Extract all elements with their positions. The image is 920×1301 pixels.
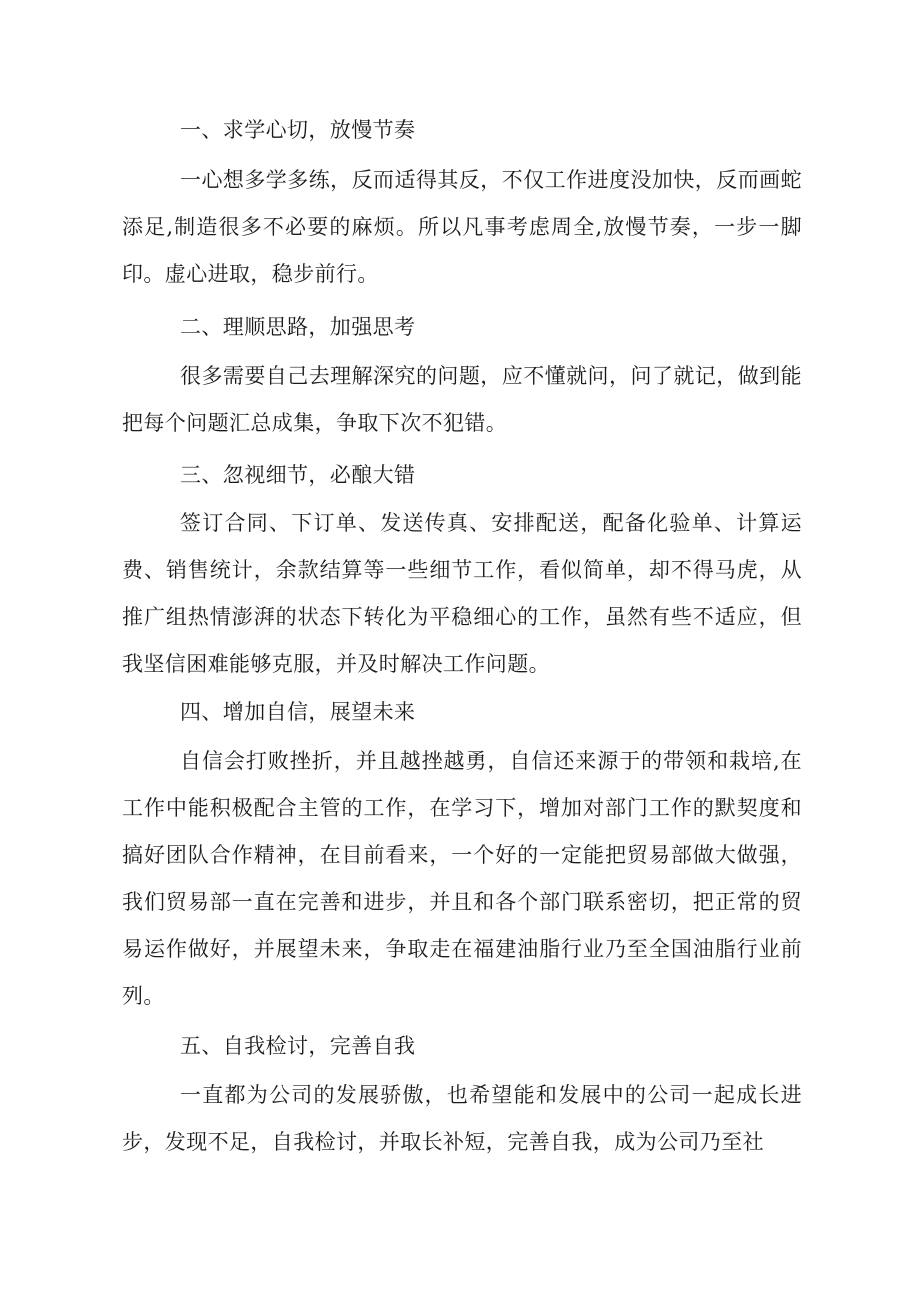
section-paragraph-3: 签订合同、下订单、发送传真、安排配送，配备化验单、计算运费、销售统计，余款结算等一些细节工作，看似简单，却不得马虎，从推广组热情澎湃的状态下转化为平稳细心的工作，虽然有些不适应，但我坚信困难能够克服，并及时解决工作问题。	[122, 511, 802, 676]
section-heading-4: 四、增加自信，展望未来	[180, 700, 416, 724]
section-paragraph-4: 自信会打败挫折，并且越挫越勇，自信还来源于的带领和栽培,在工作中能积极配合主管的工作，在学习下，增加对部门工作的默契度和搞好团队合作精神，在目前看来，一个好的一定能把贸易部做大做强，我们贸易部一直在完善和进步，并且和各个部门联系密切，把正常的贸易运作做好，并展望未来，争取走在福建油脂行业乃至全国油脂行业前列。	[122, 749, 802, 1008]
section-heading-5: 五、自我检讨，完善自我	[180, 1034, 416, 1058]
section-paragraph-5: 一直都为公司的发展骄傲，也希望能和发展中的公司一起成长进步，发现不足，自我检讨，并取长补短，完善自我，成为公司乃至社	[122, 1083, 802, 1154]
section-paragraph-2: 很多需要自己去理解深究的问题，应不懂就问，问了就记，做到能把每个问题汇总成集，争取下次不犯错。	[122, 364, 802, 435]
section-heading-2: 二、理顺思路，加强思考	[180, 315, 416, 339]
section-paragraph-1: 一心想多学多练，反而适得其反，不仅工作进度没加快，反而画蛇添足,制造很多不必要的麻烦。所以凡事考虑周全,放慢节奏，一步一脚印。虚心进取，稳步前行。	[122, 168, 802, 286]
section-heading-3: 三、忽视细节，必酿大错	[180, 463, 416, 487]
section-heading-1: 一、求学心切，放慢节奏	[180, 118, 416, 142]
